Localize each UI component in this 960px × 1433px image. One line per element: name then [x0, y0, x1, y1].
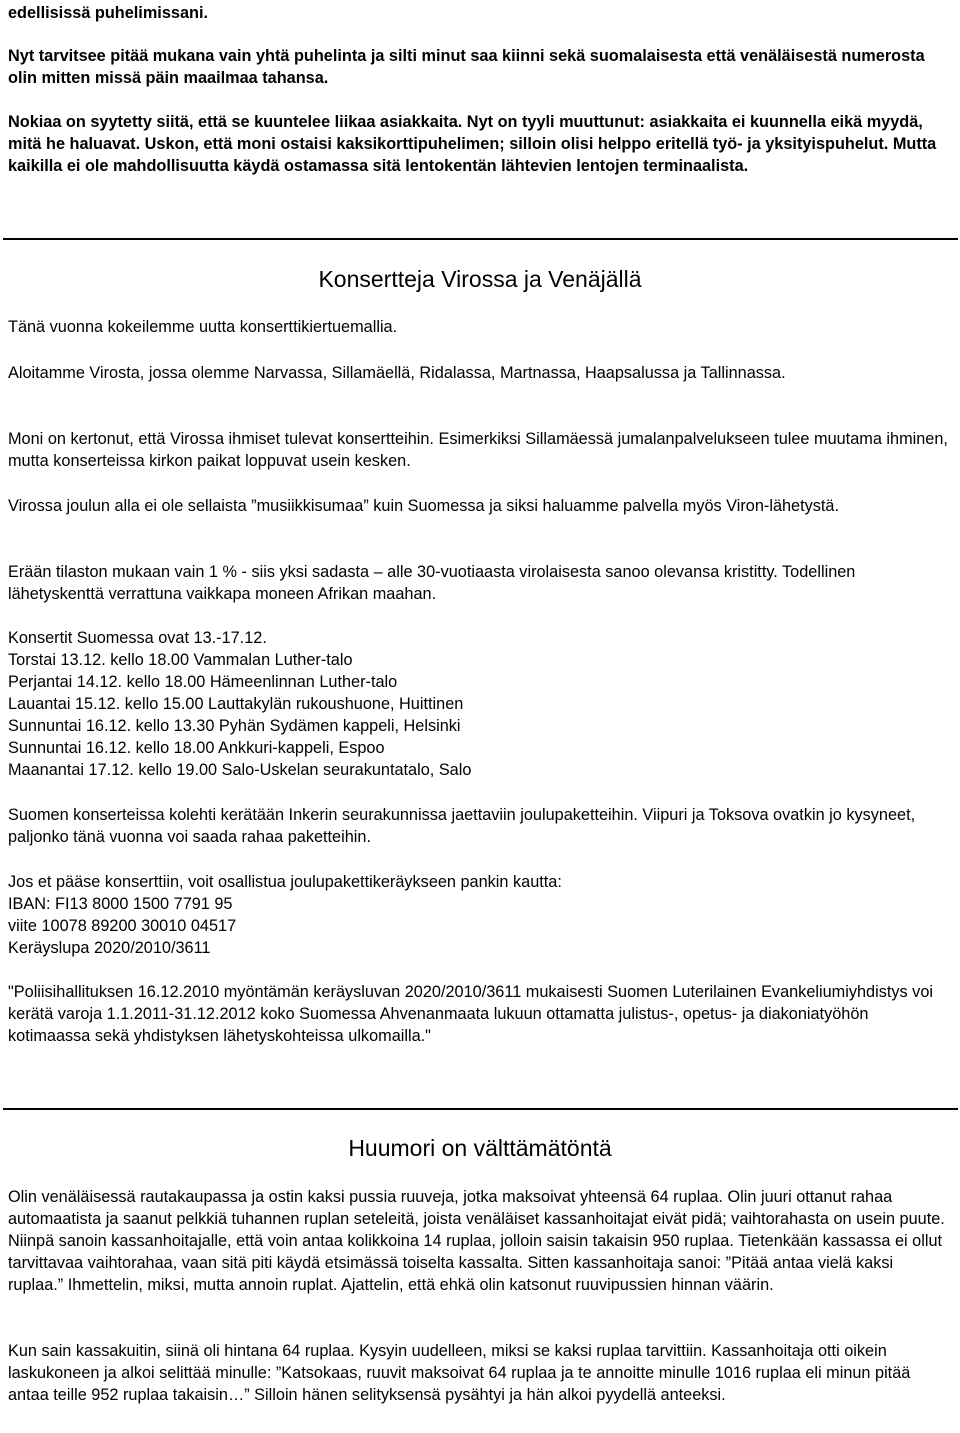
bank-line: IBAN: FI13 8000 1500 7791 95: [8, 895, 233, 913]
intro-line-top: edellisissä puhelimissani.: [8, 4, 208, 22]
konsertit-paragraph-3: Moni on kertonut, että Virossa ihmiset tulevat konsertteihin. Esimerkiksi Sillamäessä jumalanpalvelukseen tulee muutama ihminen, mutta konserteissa kirkon paikat loppuvat usein kesken.: [8, 430, 948, 470]
konsertit-paragraph-2: Aloitamme Virosta, jossa olemme Narvassa, Sillamäellä, Ridalassa, Martnassa, Haapsalussa ja Tallinnassa.: [8, 364, 786, 382]
section-title-huumori: Huumori on välttämätöntä: [348, 1135, 612, 1161]
schedule-item: Maanantai 17.12. kello 19.00 Salo-Uskelan seurakuntatalo, Salo: [8, 761, 472, 779]
schedule-item: Lauantai 15.12. kello 15.00 Lauttakylän rukoushuone, Huittinen: [8, 695, 464, 713]
schedule-title: Konsertit Suomessa ovat 13.-17.12.: [8, 629, 267, 647]
schedule-item: Sunnuntai 16.12. kello 13.30 Pyhän Sydämen kappeli, Helsinki: [8, 717, 461, 735]
bank-line: viite 10078 89200 30010 04517: [8, 917, 237, 935]
schedule-item: Perjantai 14.12. kello 18.00 Hämeenlinnan Luther-talo: [8, 673, 398, 691]
intro-paragraph-2: Nokiaa on syytetty siitä, että se kuuntelee liikaa asiakkaita. Nyt on tyyli muuttunut: asiakkaita ei kuunnella eikä myydä, mitä he haluavat. Uskon, että moni ostaisi kaksikorttipuhelimen; silloin olisi helppo eritellä työ- ja yksityispuhelut. Mutta kaikilla ei ole mahdollisuutta käydä ostamassa sitä lentokentän lähtevien lentojen terminaalista.: [8, 113, 937, 175]
huumori-paragraph-1: Olin venäläisessä rautakaupassa ja ostin kaksi pussia ruuveja, jotka maksoivat yhteensä 64 ruplaa. Olin juuri ottanut rahaa automaatista ja saanut pelkkiä tuhannen ruplan seteleitä, joista venäläiset kassanhoitajat eivät pidä; vaihtorahasta on usein puute. Niinpä sanoin kassanhoitajalle, että voin antaa kolikkoina 14 ruplaa, jolloin saisin takaisin 950 ruplaa. Tietenkään kassassa ei ollut tarvittavaa vaihtorahaa, vaan sitä piti käydä etsimässä toiselta kassalta. Sitten kassanhoitaja sanoi: ”Pitää antaa vielä kaksi ruplaa.” Ihmettelin, miksi, mutta annoin ruplat. Ajattelin, että ehkä olin katsonut ruuvipussien hinnan väärin.: [8, 1188, 945, 1294]
concert-schedule: [8, 627, 952, 781]
intro-paragraph-1: Nyt tarvitsee pitää mukana vain yhtä puhelinta ja silti minut saa kiinni sekä suomalaisesta että venäläisestä numerosta olin mitten missä päin maailmaa tahansa.: [8, 47, 925, 87]
bank-line: Keräyslupa 2020/2010/3611: [8, 939, 211, 957]
section-title-konsertit: Konsertteja Virossa ja Venäjällä: [318, 266, 642, 292]
section-divider: [3, 1108, 958, 1110]
schedule-item: Sunnuntai 16.12. kello 18.00 Ankkuri-kappeli, Espoo: [8, 739, 385, 757]
konsertit-paragraph-6: Suomen konserteissa kolehti kerätään Inkerin seurakunnissa jaettaviin joulupaketteihin. Viipuri ja Toksova ovatkin jo kysyneet, paljonko tänä vuonna voi saada rahaa paketteihin.: [8, 806, 916, 846]
konsertit-paragraph-5: Erään tilaston mukaan vain 1 % - siis yksi sadasta – alle 30-vuotiaasta virolaisesta sanoo olevansa kristitty. Todellinen lähetyskenttä verrattuna vaikkapa moneen Afrikan maahan.: [8, 563, 856, 603]
bank-details: [8, 871, 952, 959]
permit-statement: "Poliisihallituksen 16.12.2010 myöntämän keräysluvan 2020/2010/3611 mukaisesti Suomen Luterilainen Evankeliumiyhdistys voi kerätä varoja 1.1.2011-31.12.2012 koko Suomessa Ahvenanmaata lukuun ottamatta julistus-, opetus- ja diakoniatyöhön kotimaassa sekä yhdistyksen lähetyskohteissa ulkomailla.": [8, 983, 933, 1045]
konsertit-paragraph-1: Tänä vuonna kokeilemme uutta konserttikiertuemallia.: [8, 318, 398, 336]
section-divider: [3, 238, 958, 240]
huumori-paragraph-2: Kun sain kassakuitin, siinä oli hintana 64 ruplaa. Kysyin uudelleen, miksi se kaksi ruplaa tarvittiin. Kassanhoitaja otti oikein laskukoneen ja alkoi selittää minulle: ”Katsokaas, ruuvit maksoivat 64 ruplaa ja te annoitte minulle 1016 ruplaa eli minun pitää antaa teille 952 ruplaa takaisin…” Silloin hänen selityksensä pysähtyi ja hän alkoi pyydellä anteeksi.: [8, 1342, 911, 1404]
schedule-item: Torstai 13.12. kello 18.00 Vammalan Luther-talo: [8, 651, 353, 669]
konsertit-paragraph-4: Virossa joulun alla ei ole sellaista ”musiikkisumaa” kuin Suomessa ja siksi haluamme palvella myös Viron-lähetystä.: [8, 497, 840, 515]
bank-line: Jos et pääse konserttiin, voit osallistua joulupakettikeräykseen pankin kautta:: [8, 873, 562, 891]
